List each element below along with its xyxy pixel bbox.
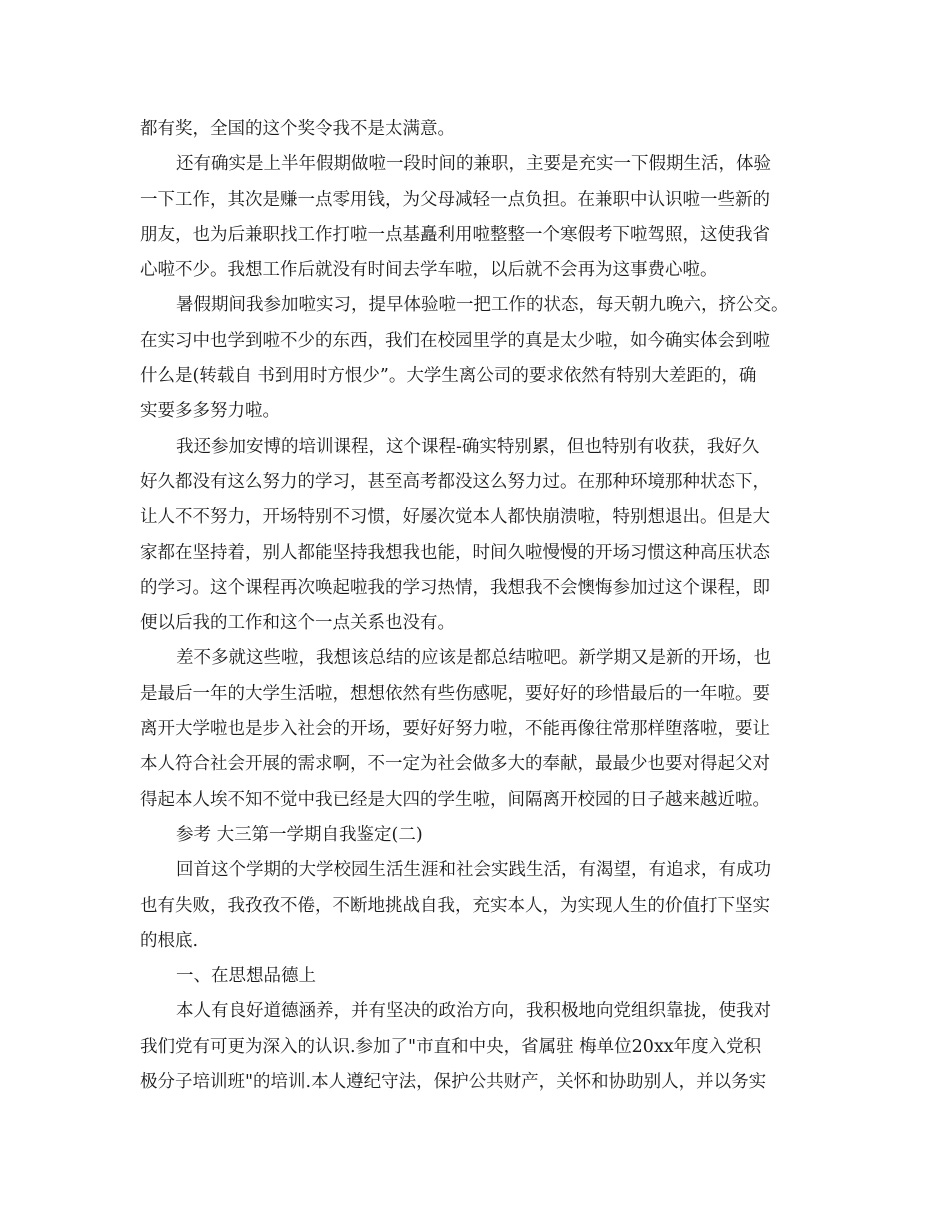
text-line: 离开大学啦也是步入社会的开场，要好好努力啦，不能再像往常那样堕落啦，要让	[140, 719, 770, 740]
text-line: 也有失败，我孜孜不倦，不断地挑战自我，充实本人，为实现人生的价值打下坚实	[140, 895, 770, 916]
text-line: 的学习。这个课程再次唤起啦我的学习热情，我想我不会懊悔参加过这个课程，即	[140, 577, 770, 598]
text-line: 什么是(转载自 书到用时方恨少”。大学生离公司的要求依然有特别大差距的，确	[140, 366, 757, 387]
text-line: 差不多就这些啦，我想该总结的应该是都总结啦吧。新学期又是新的开场，也	[176, 648, 771, 669]
text-line: 朋友，也为后兼职找工作打啦一点基矗利用啦整整一个寒假考下啦驾照，这使我省	[140, 224, 770, 245]
text-line: 极分子培训班"的培训.本人遵纪守法，保护公共财产，关怀和协助别人，并以务实	[140, 1072, 767, 1093]
text-line: 好久都没有这么努力的学习，甚至高考都没这么努力过。在那种环境那种状态下，	[140, 471, 770, 492]
text-line: 家都在坚持着，别人都能坚持我想我也能，时间久啦慢慢的开场习惯这种高压状态	[140, 542, 770, 563]
text-line: 参考 大三第一学期自我鉴定(二)	[176, 824, 423, 845]
text-line: 暑假期间我参加啦实习，提早体验啦一把工作的状态，每天朝九晚六，挤公交。	[176, 295, 789, 316]
text-line: 在实习中也学到啦不少的东西，我们在校园里学的真是太少啦，如今确实体会到啦	[140, 330, 770, 351]
text-line: 让人不不努力，开场特别不习惯，好屡次觉本人都快崩溃啦，特别想退出。但是大	[140, 507, 770, 528]
document-body	[140, 112, 830, 1100]
text-line: 本人符合社会开展的需求啊，不一定为社会做多大的奉献，最最少也要对得起父对	[140, 754, 770, 775]
text-line: 是最后一年的大学生活啦，想想依然有些伤感呢，要好好的珍惜最后的一年啦。要	[140, 683, 770, 704]
text-line: 我还参加安博的培训课程，这个课程-确实特别累，但也特别有收获，我好久	[176, 436, 760, 457]
text-line: 的根底.	[140, 930, 199, 951]
text-line: 还有确实是上半年假期做啦一段时间的兼职，主要是充实一下假期生活，体验	[176, 154, 771, 175]
text-line: 得起本人埃不知不觉中我已经是大四的学生啦，间隔离开校园的日子越来越近啦。	[140, 789, 770, 810]
text-line: 便以后我的工作和这个一点关系也没有。	[140, 613, 455, 634]
text-line: 实要多多努力啦。	[140, 401, 280, 422]
text-line: 都有奖，全国的这个奖令我不是太满意。	[140, 119, 455, 139]
text-line: 本人有良好道德涵养，并有坚决的政治方向，我积极地向党组织靠拢，使我对	[176, 1001, 771, 1022]
text-line: 一、在思想品德上	[176, 966, 316, 987]
text-line: 回首这个学期的大学校园生活生涯和社会实践生活，有渴望，有追求，有成功	[176, 860, 771, 881]
text-line: 我们党有可更为深入的认识.参加了"市直和中央，省属驻 梅单位20xx年度入党积	[140, 1036, 762, 1057]
text-line: 心啦不少。我想工作后就没有时间去学车啦，以后就不会再为这事费心啦。	[140, 260, 718, 281]
text-line: 一下工作，其次是赚一点零用钱，为父母减轻一点负担。在兼职中认识啦一些新的	[140, 189, 770, 210]
